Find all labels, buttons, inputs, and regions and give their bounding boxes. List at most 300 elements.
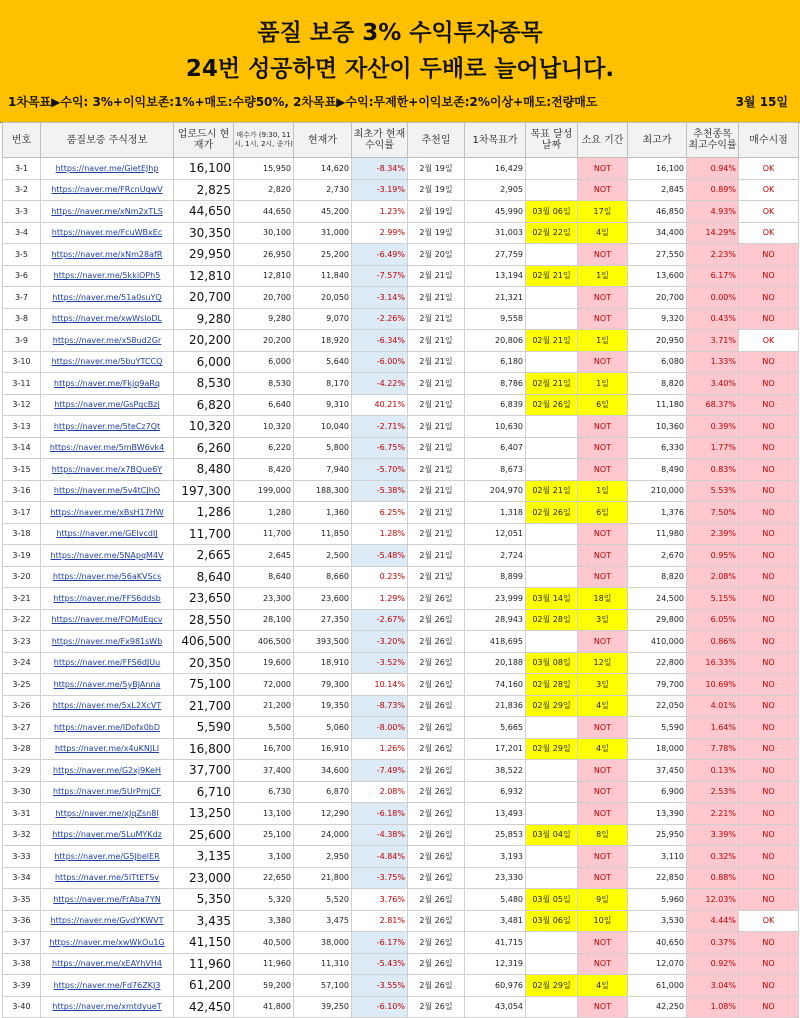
- current-return: -6.49%: [352, 244, 408, 266]
- elapsed-days: NOT: [578, 416, 628, 438]
- max-return: 2.53%: [687, 781, 739, 803]
- stock-link[interactable]: https://naver.me/FOMdEqcv: [41, 609, 174, 631]
- buy-signal: NO: [739, 308, 799, 330]
- stock-link[interactable]: https://naver.me/5ITtETSv: [41, 867, 174, 889]
- recommend-date: 2월 21일: [408, 523, 465, 545]
- high-price: 24,500: [628, 588, 687, 610]
- upload-price: 20,700: [174, 287, 234, 309]
- current-return: 1.26%: [352, 738, 408, 760]
- table-row: [3, 437, 799, 459]
- col-header: 매수시점: [739, 123, 799, 158]
- stock-link[interactable]: https://naver.me/FcuWBxEc: [41, 222, 174, 244]
- stock-link[interactable]: https://naver.me/xNm2xTLS: [41, 201, 174, 223]
- table-row: [3, 459, 799, 481]
- buy-signal: NO: [739, 502, 799, 524]
- achieved-date: 02월 29일: [526, 975, 578, 997]
- current-price: 5,800: [294, 437, 352, 459]
- upload-price: 11,960: [174, 953, 234, 975]
- stock-link[interactable]: https://naver.me/Fx981sWb: [41, 631, 174, 653]
- upload-price: 1,286: [174, 502, 234, 524]
- row-id: 3-35: [3, 889, 41, 911]
- row-id: 3-40: [3, 996, 41, 1018]
- recommend-date: 2월 21일: [408, 416, 465, 438]
- max-return: 1.33%: [687, 351, 739, 373]
- upload-price: 8,480: [174, 459, 234, 481]
- recommend-date: 2월 26일: [408, 824, 465, 846]
- table-row: [3, 631, 799, 653]
- target-price: 418,695: [465, 631, 526, 653]
- upload-price: 5,590: [174, 717, 234, 739]
- table-row: [3, 824, 799, 846]
- buy-price: 6,730: [234, 781, 294, 803]
- buy-price: 40,500: [234, 932, 294, 954]
- high-price: 8,820: [628, 566, 687, 588]
- recommend-date: 2월 26일: [408, 695, 465, 717]
- stock-link[interactable]: https://naver.me/56aKVScs: [41, 566, 174, 588]
- stock-link[interactable]: https://naver.me/x7BQue6Y: [41, 459, 174, 481]
- target-price: 10,630: [465, 416, 526, 438]
- current-price: 9,310: [294, 394, 352, 416]
- max-return: 2.39%: [687, 523, 739, 545]
- stock-link[interactable]: https://naver.me/x58ud2Gr: [41, 330, 174, 352]
- target-rules: 1차목표▶수익: 3%+이익보존:1%+매도:수량50%, 2차목표▶수익:무제한+이익보존:2%이상+매도:전량매도: [8, 95, 598, 109]
- stock-link[interactable]: https://naver.me/xBsH17HW: [41, 502, 174, 524]
- buy-signal: NO: [739, 738, 799, 760]
- upload-price: 9,280: [174, 308, 234, 330]
- target-price: 5,665: [465, 717, 526, 739]
- buy-price: 3,100: [234, 846, 294, 868]
- target-price: 13,493: [465, 803, 526, 825]
- recommend-date: 2월 21일: [408, 394, 465, 416]
- table-row: [3, 523, 799, 545]
- current-return: 1.23%: [352, 201, 408, 223]
- current-price: 27,350: [294, 609, 352, 631]
- high-price: 8,490: [628, 459, 687, 481]
- stock-link[interactable]: https://naver.me/FFS6ddsb: [41, 588, 174, 610]
- current-return: 3.76%: [352, 889, 408, 911]
- table-row: [3, 996, 799, 1018]
- max-return: 6.17%: [687, 265, 739, 287]
- current-price: 38,000: [294, 932, 352, 954]
- buy-price: 19,600: [234, 652, 294, 674]
- max-return: 4.01%: [687, 695, 739, 717]
- current-return: 2.99%: [352, 222, 408, 244]
- recommend-date: 2월 26일: [408, 846, 465, 868]
- recommend-date: 2월 26일: [408, 652, 465, 674]
- table-row: [3, 545, 799, 567]
- table-row: [3, 287, 799, 309]
- target-price: 8,899: [465, 566, 526, 588]
- stock-link[interactable]: https://naver.me/x4uKNJLI: [41, 738, 174, 760]
- high-price: 1,376: [628, 502, 687, 524]
- recommend-date: 2월 26일: [408, 975, 465, 997]
- stock-link[interactable]: https://naver.me/5xL2XcVT: [41, 695, 174, 717]
- stock-link[interactable]: https://naver.me/5v4tCJhO: [41, 480, 174, 502]
- achieved-date: [526, 244, 578, 266]
- stock-link[interactable]: https://naver.me/IDofx0bD: [41, 717, 174, 739]
- current-return: -4.22%: [352, 373, 408, 395]
- target-price: 3,193: [465, 846, 526, 868]
- max-return: 0.89%: [687, 179, 739, 201]
- current-price: 19,350: [294, 695, 352, 717]
- stock-link[interactable]: https://naver.me/xmtdyueT: [41, 996, 174, 1018]
- achieved-date: [526, 996, 578, 1018]
- table-row: [3, 975, 799, 997]
- current-price: 2,500: [294, 545, 352, 567]
- row-id: 3-38: [3, 953, 41, 975]
- achieved-date: [526, 545, 578, 567]
- recommend-date: 2월 26일: [408, 760, 465, 782]
- upload-price: 16,800: [174, 738, 234, 760]
- row-id: 3-1: [3, 158, 41, 180]
- buy-price: 11,960: [234, 953, 294, 975]
- max-return: 0.86%: [687, 631, 739, 653]
- current-return: -2.71%: [352, 416, 408, 438]
- buy-signal: NO: [739, 975, 799, 997]
- upload-price: 23,000: [174, 867, 234, 889]
- current-return: -8.00%: [352, 717, 408, 739]
- current-return: -5.70%: [352, 459, 408, 481]
- stock-link[interactable]: https://naver.me/xJqZsn8l: [41, 803, 174, 825]
- target-price: 5,480: [465, 889, 526, 911]
- recommend-date: 2월 26일: [408, 996, 465, 1018]
- buy-price: 3,380: [234, 910, 294, 932]
- row-id: 3-29: [3, 760, 41, 782]
- high-price: 25,950: [628, 824, 687, 846]
- table-row: [3, 308, 799, 330]
- max-return: 16.33%: [687, 652, 739, 674]
- elapsed-days: NOT: [578, 781, 628, 803]
- upload-price: 12,810: [174, 265, 234, 287]
- high-price: 42,250: [628, 996, 687, 1018]
- current-price: 393,500: [294, 631, 352, 653]
- buy-price: 2,645: [234, 545, 294, 567]
- recommend-date: 2월 26일: [408, 781, 465, 803]
- elapsed-days: NOT: [578, 158, 628, 180]
- current-return: 2.81%: [352, 910, 408, 932]
- high-price: 40,650: [628, 932, 687, 954]
- stock-link[interactable]: https://naver.me/xEAYhVH4: [41, 953, 174, 975]
- current-price: 12,290: [294, 803, 352, 825]
- col-header: 번호: [3, 123, 41, 158]
- buy-price: 41,800: [234, 996, 294, 1018]
- max-return: 7.50%: [687, 502, 739, 524]
- col-header: 최초가 현재수익률: [352, 123, 408, 158]
- buy-signal: NO: [739, 695, 799, 717]
- target-price: 1,318: [465, 502, 526, 524]
- col-header: 소요 기간: [578, 123, 628, 158]
- upload-price: 20,350: [174, 652, 234, 674]
- current-return: -7.49%: [352, 760, 408, 782]
- elapsed-days: NOT: [578, 523, 628, 545]
- recommend-date: 2월 26일: [408, 953, 465, 975]
- max-return: 0.92%: [687, 953, 739, 975]
- current-price: 5,520: [294, 889, 352, 911]
- recommend-date: 2월 21일: [408, 287, 465, 309]
- elapsed-days: 4일: [578, 738, 628, 760]
- buy-price: 23,300: [234, 588, 294, 610]
- upload-price: 8,640: [174, 566, 234, 588]
- achieved-date: [526, 437, 578, 459]
- stock-link[interactable]: https://naver.me/xwWkOu1G: [41, 932, 174, 954]
- target-price: 23,330: [465, 867, 526, 889]
- target-price: 17,201: [465, 738, 526, 760]
- stock-link[interactable]: https://naver.me/5LuMYKdz: [41, 824, 174, 846]
- recommend-date: 2월 21일: [408, 330, 465, 352]
- row-id: 3-34: [3, 867, 41, 889]
- buy-price: 9,280: [234, 308, 294, 330]
- achieved-date: [526, 287, 578, 309]
- current-price: 11,850: [294, 523, 352, 545]
- stock-link[interactable]: https://naver.me/GsPqcBzj: [41, 394, 174, 416]
- max-return: 3.04%: [687, 975, 739, 997]
- high-price: 410,000: [628, 631, 687, 653]
- recommend-date: 2월 26일: [408, 932, 465, 954]
- max-return: 0.43%: [687, 308, 739, 330]
- elapsed-days: 8일: [578, 824, 628, 846]
- buy-price: 406,500: [234, 631, 294, 653]
- achieved-date: [526, 803, 578, 825]
- buy-signal: NO: [739, 545, 799, 567]
- stock-link[interactable]: https://naver.me/FFS6dJUu: [41, 652, 174, 674]
- row-id: 3-11: [3, 373, 41, 395]
- buy-price: 30,100: [234, 222, 294, 244]
- stock-link[interactable]: https://naver.me/5yBJAnna: [41, 674, 174, 696]
- current-return: -3.19%: [352, 179, 408, 201]
- high-price: 22,800: [628, 652, 687, 674]
- high-price: 61,000: [628, 975, 687, 997]
- achieved-date: 02월 28일: [526, 609, 578, 631]
- stock-link[interactable]: https://naver.me/FRcnUqwV: [41, 179, 174, 201]
- high-price: 22,050: [628, 695, 687, 717]
- buy-price: 5,320: [234, 889, 294, 911]
- stock-link[interactable]: https://naver.me/xwWsloDL: [41, 308, 174, 330]
- achieved-date: 02월 21일: [526, 480, 578, 502]
- high-price: 37,450: [628, 760, 687, 782]
- row-id: 3-21: [3, 588, 41, 610]
- table-row: [3, 351, 799, 373]
- current-price: 34,600: [294, 760, 352, 782]
- achieved-date: [526, 523, 578, 545]
- buy-price: 28,100: [234, 609, 294, 631]
- current-price: 6,870: [294, 781, 352, 803]
- target-price: 20,188: [465, 652, 526, 674]
- achieved-date: 02월 28일: [526, 674, 578, 696]
- stock-link[interactable]: https://naver.me/5UrPmjCF: [41, 781, 174, 803]
- target-price: 20,806: [465, 330, 526, 352]
- max-return: 0.39%: [687, 416, 739, 438]
- table-row: [3, 910, 799, 932]
- achieved-date: [526, 953, 578, 975]
- current-return: -4.38%: [352, 824, 408, 846]
- buy-price: 6,640: [234, 394, 294, 416]
- recommend-date: 2월 26일: [408, 910, 465, 932]
- stock-link[interactable]: https://naver.me/G5JbelER: [41, 846, 174, 868]
- current-return: -5.38%: [352, 480, 408, 502]
- target-price: 8,673: [465, 459, 526, 481]
- stock-link[interactable]: https://naver.me/GEIvcdIJ: [41, 523, 174, 545]
- max-return: 10.69%: [687, 674, 739, 696]
- col-header: 품질보증 주식정보: [41, 123, 174, 158]
- stock-link[interactable]: https://naver.me/G2xj9KeH: [41, 760, 174, 782]
- stock-link[interactable]: https://naver.me/GietEJhp: [41, 158, 174, 180]
- achieved-date: [526, 846, 578, 868]
- max-return: 0.95%: [687, 545, 739, 567]
- target-price: 45,990: [465, 201, 526, 223]
- stock-link[interactable]: https://naver.me/51a0suYQ: [41, 287, 174, 309]
- row-id: 3-28: [3, 738, 41, 760]
- stock-link[interactable]: https://naver.me/Fd76ZKJ3: [41, 975, 174, 997]
- buy-signal: NO: [739, 459, 799, 481]
- upload-price: 75,100: [174, 674, 234, 696]
- current-return: -6.75%: [352, 437, 408, 459]
- upload-price: 11,700: [174, 523, 234, 545]
- recommend-date: 2월 21일: [408, 373, 465, 395]
- elapsed-days: 6일: [578, 502, 628, 524]
- row-id: 3-32: [3, 824, 41, 846]
- current-price: 31,000: [294, 222, 352, 244]
- target-price: 21,321: [465, 287, 526, 309]
- buy-signal: NO: [739, 566, 799, 588]
- buy-signal: NO: [739, 523, 799, 545]
- achieved-date: [526, 158, 578, 180]
- elapsed-days: NOT: [578, 566, 628, 588]
- table-row: [3, 480, 799, 502]
- high-price: 16,100: [628, 158, 687, 180]
- high-price: 2,670: [628, 545, 687, 567]
- table-row: [3, 609, 799, 631]
- upload-price: 44,650: [174, 201, 234, 223]
- buy-signal: NO: [739, 652, 799, 674]
- stock-link[interactable]: https://naver.me/FrAba7YN: [41, 889, 174, 911]
- row-id: 3-37: [3, 932, 41, 954]
- table-row: [3, 394, 799, 416]
- recommend-date: 2월 26일: [408, 889, 465, 911]
- buy-price: 2,820: [234, 179, 294, 201]
- buy-signal: NO: [739, 824, 799, 846]
- elapsed-days: 1일: [578, 265, 628, 287]
- achieved-date: 02월 21일: [526, 265, 578, 287]
- row-id: 3-8: [3, 308, 41, 330]
- target-price: 16,429: [465, 158, 526, 180]
- target-price: 21,836: [465, 695, 526, 717]
- buy-signal: NO: [739, 996, 799, 1018]
- upload-price: 6,820: [174, 394, 234, 416]
- current-return: -6.18%: [352, 803, 408, 825]
- high-price: 27,550: [628, 244, 687, 266]
- buy-price: 199,000: [234, 480, 294, 502]
- table-row: [3, 222, 799, 244]
- stock-link[interactable]: https://naver.me/5kkiOPh5: [41, 265, 174, 287]
- current-price: 2,730: [294, 179, 352, 201]
- target-price: 6,932: [465, 781, 526, 803]
- current-price: 57,100: [294, 975, 352, 997]
- current-return: -2.67%: [352, 609, 408, 631]
- elapsed-days: NOT: [578, 846, 628, 868]
- target-price: 6,407: [465, 437, 526, 459]
- table-row: [3, 953, 799, 975]
- stock-link[interactable]: https://naver.me/5mBW6vk4: [41, 437, 174, 459]
- upload-price: 406,500: [174, 631, 234, 653]
- stock-link[interactable]: https://naver.me/GvdYKWVT: [41, 910, 174, 932]
- achieved-date: [526, 760, 578, 782]
- buy-price: 25,100: [234, 824, 294, 846]
- high-price: 8,820: [628, 373, 687, 395]
- row-id: 3-27: [3, 717, 41, 739]
- recommend-date: 2월 26일: [408, 588, 465, 610]
- col-header: 목표 달성날짜: [526, 123, 578, 158]
- buy-signal: NO: [739, 394, 799, 416]
- elapsed-days: NOT: [578, 996, 628, 1018]
- buy-signal: NO: [739, 674, 799, 696]
- table-row: [3, 760, 799, 782]
- target-price: 25,853: [465, 824, 526, 846]
- achieved-date: [526, 351, 578, 373]
- page-subtitle: 24번 성공하면 자산이 두배로 늘어납니다.: [185, 56, 615, 82]
- elapsed-days: NOT: [578, 717, 628, 739]
- elapsed-days: 10일: [578, 910, 628, 932]
- current-price: 25,200: [294, 244, 352, 266]
- col-header: 추천일: [408, 123, 465, 158]
- table-row: [3, 588, 799, 610]
- row-id: 3-10: [3, 351, 41, 373]
- upload-price: 6,710: [174, 781, 234, 803]
- elapsed-days: 6일: [578, 394, 628, 416]
- target-price: 8,786: [465, 373, 526, 395]
- current-return: -3.75%: [352, 867, 408, 889]
- upload-price: 29,950: [174, 244, 234, 266]
- stock-link[interactable]: https://naver.me/5teCz7Qt: [41, 416, 174, 438]
- max-return: 0.94%: [687, 158, 739, 180]
- current-price: 18,910: [294, 652, 352, 674]
- max-return: 3.39%: [687, 824, 739, 846]
- stock-link[interactable]: https://naver.me/Fkjq9aRq: [41, 373, 174, 395]
- row-id: 3-12: [3, 394, 41, 416]
- buy-signal: NO: [739, 781, 799, 803]
- row-id: 3-9: [3, 330, 41, 352]
- buy-signal: NO: [739, 846, 799, 868]
- elapsed-days: 4일: [578, 695, 628, 717]
- table-row: [3, 201, 799, 223]
- max-return: 0.00%: [687, 287, 739, 309]
- buy-signal: OK: [739, 910, 799, 932]
- buy-price: 22,650: [234, 867, 294, 889]
- current-price: 11,310: [294, 953, 352, 975]
- high-price: 6,330: [628, 437, 687, 459]
- stock-link[interactable]: https://naver.me/5buYTCCQ: [41, 351, 174, 373]
- buy-price: 20,200: [234, 330, 294, 352]
- elapsed-days: NOT: [578, 179, 628, 201]
- current-return: -6.00%: [352, 351, 408, 373]
- buy-price: 13,100: [234, 803, 294, 825]
- max-return: 4.44%: [687, 910, 739, 932]
- high-price: 11,180: [628, 394, 687, 416]
- row-id: 3-30: [3, 781, 41, 803]
- stock-link[interactable]: https://naver.me/xNm28afR: [41, 244, 174, 266]
- current-price: 10,040: [294, 416, 352, 438]
- row-id: 3-19: [3, 545, 41, 567]
- buy-signal: NO: [739, 867, 799, 889]
- stock-link[interactable]: https://naver.me/5NApqM4V: [41, 545, 174, 567]
- buy-price: 6,220: [234, 437, 294, 459]
- table-row: [3, 566, 799, 588]
- elapsed-days: NOT: [578, 953, 628, 975]
- buy-price: 15,950: [234, 158, 294, 180]
- recommend-date: 2월 21일: [408, 566, 465, 588]
- recommend-date: 2월 26일: [408, 631, 465, 653]
- max-return: 0.83%: [687, 459, 739, 481]
- elapsed-days: NOT: [578, 760, 628, 782]
